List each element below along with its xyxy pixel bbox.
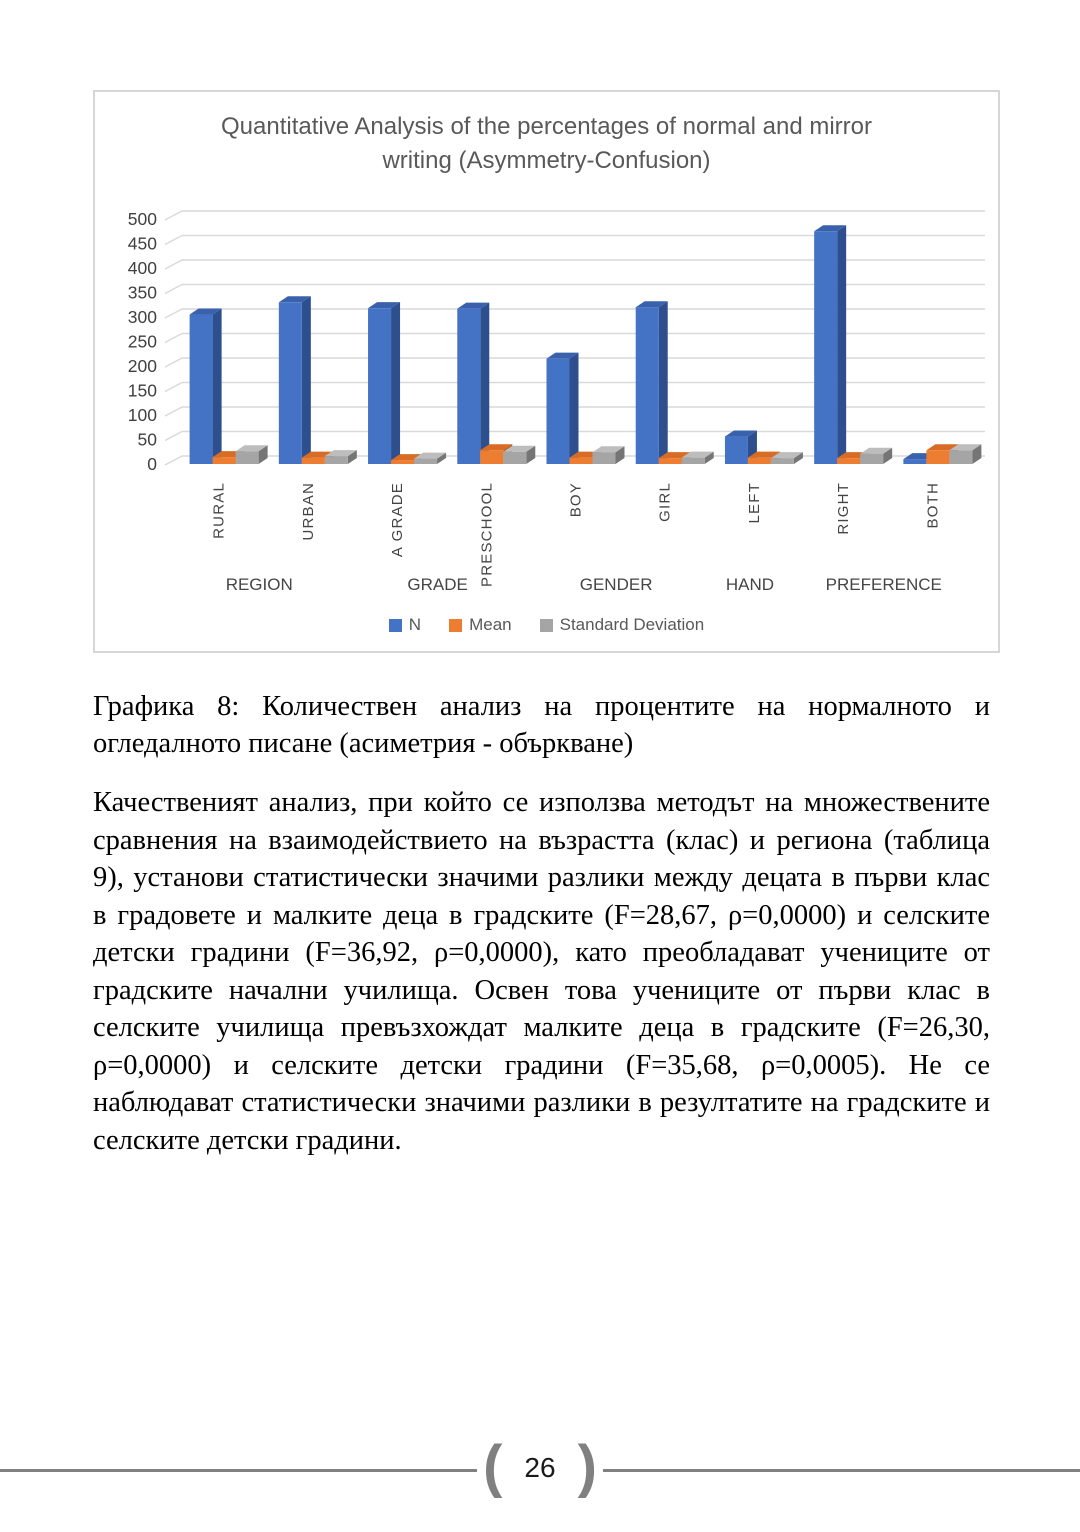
- legend-label-n: N: [408, 615, 422, 634]
- y-axis-tick-label: 500: [127, 209, 157, 229]
- x-category-label: A GRADE: [389, 482, 407, 558]
- chart-title: [95, 110, 998, 178]
- gridline-depth-segment: [165, 211, 182, 220]
- y-axis-tick-label: 300: [127, 307, 157, 327]
- gridline-depth-segment: [165, 285, 182, 294]
- y-axis-tick-label: 0: [147, 454, 157, 474]
- x-category-label: BOY: [567, 482, 585, 518]
- bar-Standard Deviation-RURAL: [236, 451, 259, 464]
- bar-Mean-RIGHT: [837, 458, 860, 464]
- page-footer: ( 26 ): [0, 1440, 1080, 1500]
- x-category-label: LEFT: [745, 482, 763, 524]
- legend-item-sd: [540, 615, 705, 635]
- bar-side-N-URBAN: [302, 296, 311, 464]
- x-category-label: URBAN: [299, 482, 317, 541]
- figure-caption: Графика 8: Количествен анализ на процентите на нормалното и огледалното писане (асиметрия - объркване): [93, 691, 990, 759]
- chart-legend: [95, 615, 998, 635]
- footer-rule-right: [603, 1469, 1080, 1472]
- y-axis-tick-label: 150: [127, 380, 157, 401]
- bar-side-N-GIRL: [659, 301, 668, 464]
- bar-Mean-GIRL: [659, 458, 682, 464]
- x-category-label: GIRL: [656, 482, 674, 522]
- bar-N-RURAL: [190, 315, 213, 464]
- bar-side-N-RURAL: [213, 309, 222, 464]
- legend-label-sd: Standard Deviation: [559, 615, 705, 634]
- gridline-depth-segment: [165, 260, 182, 269]
- legend-item-n: [389, 615, 421, 635]
- gridline-depth-segment: [165, 236, 182, 245]
- y-axis-tick-label: 250: [127, 331, 157, 352]
- bar-Standard Deviation-PRESCHOOL: [503, 452, 526, 464]
- gridline-depth-segment: [165, 383, 182, 392]
- x-category-label: RURAL: [210, 482, 228, 539]
- x-category-label: RIGHT: [835, 482, 853, 535]
- bar-N-GIRL: [636, 307, 659, 464]
- body-paragraph: Качественият анализ, при който се използва методът на множествените сравнения на взаимодействието на възрастта (клас) и региона (таблица 9), установи статистически значими разлики между децата в първи клас в градовете и малките деца в градските (F=28,67, ρ=0,0000) и селските детски градини (F=36,92, ρ=0,0000), като преобладават учениците от градските начални училища. Освен това учениците от първи клас в селските училища превъзхождат малките деца в градските (F=26,30, ρ=0,0000) и селските детски градини (F=35,68, ρ=0,0005). Не се наблюдават статистически значими разлики в резултатите на градските и селските детски градини.: [93, 787, 990, 1156]
- bar-Standard Deviation-RIGHT: [860, 454, 883, 464]
- y-axis-tick-label: 400: [127, 258, 157, 278]
- gridline-depth-segment: [165, 407, 182, 416]
- bar-Mean-BOY: [570, 458, 593, 464]
- bar-N-URBAN: [279, 302, 302, 464]
- page-number: 26: [524, 1452, 556, 1483]
- x-group-label: PREFERENCE: [825, 575, 942, 594]
- legend-swatch-mean-icon: [449, 619, 462, 632]
- bar-side-N-BOY: [570, 353, 579, 464]
- x-group-label: HAND: [725, 575, 775, 594]
- y-axis-tick-label: 450: [127, 233, 157, 254]
- bar-N-LEFT: [725, 437, 748, 464]
- x-group-label: REGION: [225, 575, 293, 594]
- bar-Mean-A GRADE: [391, 460, 414, 464]
- gridline-depth-segment: [165, 456, 182, 465]
- bar-N-BOY: [547, 359, 570, 464]
- bar-Mean-URBAN: [302, 458, 325, 464]
- y-axis-tick-label: 200: [127, 356, 157, 376]
- y-axis-tick-label: 100: [127, 405, 157, 425]
- bar-side-N-A GRADE: [391, 302, 400, 464]
- bar-Standard Deviation-BOTH: [949, 450, 972, 464]
- bar-Standard Deviation-BOY: [593, 452, 616, 464]
- bar-Standard Deviation-A GRADE: [414, 459, 437, 464]
- bar-Mean-PRESCHOOL: [480, 450, 503, 464]
- gridline-depth-segment: [165, 309, 182, 318]
- x-category-label: BOTH: [924, 482, 942, 529]
- y-axis-tick-label: 350: [127, 282, 157, 303]
- x-group-label: GRADE: [407, 575, 468, 594]
- chart-title-line1: Quantitative Analysis of the percentages of normal and mirror: [221, 113, 872, 140]
- legend-swatch-n-icon: [389, 619, 402, 632]
- legend-item-mean: [449, 615, 512, 635]
- bar-N-A GRADE: [368, 308, 391, 464]
- gridline-depth-segment: [165, 432, 182, 441]
- bar-Standard Deviation-GIRL: [682, 458, 705, 464]
- gridline-depth-segment: [165, 334, 182, 343]
- bar-Mean-RURAL: [213, 457, 236, 464]
- bar-Standard Deviation-LEFT: [771, 458, 794, 464]
- footer-rule-left: [0, 1469, 477, 1472]
- bar-N-RIGHT: [814, 231, 837, 464]
- bar-Mean-BOTH: [926, 450, 949, 464]
- y-axis-tick-label: 50: [137, 429, 157, 450]
- gridline-depth-segment: [165, 358, 182, 367]
- chart-title-line2: writing (Asymmetry-Confusion): [382, 147, 711, 174]
- bar-Mean-LEFT: [748, 458, 771, 464]
- bar-side-N-PRESCHOOL: [480, 303, 489, 464]
- bar-Standard Deviation-URBAN: [325, 456, 348, 464]
- chart-figure: [93, 90, 1000, 653]
- bar-side-N-RIGHT: [837, 225, 846, 464]
- legend-swatch-sd-icon: [540, 619, 553, 632]
- bar-N-PRESCHOOL: [457, 309, 480, 464]
- bar-N-BOTH: [903, 459, 926, 464]
- x-category-label: PRESCHOOL: [478, 482, 496, 587]
- x-group-label: GENDER: [579, 575, 653, 594]
- legend-label-mean: Mean: [469, 615, 512, 634]
